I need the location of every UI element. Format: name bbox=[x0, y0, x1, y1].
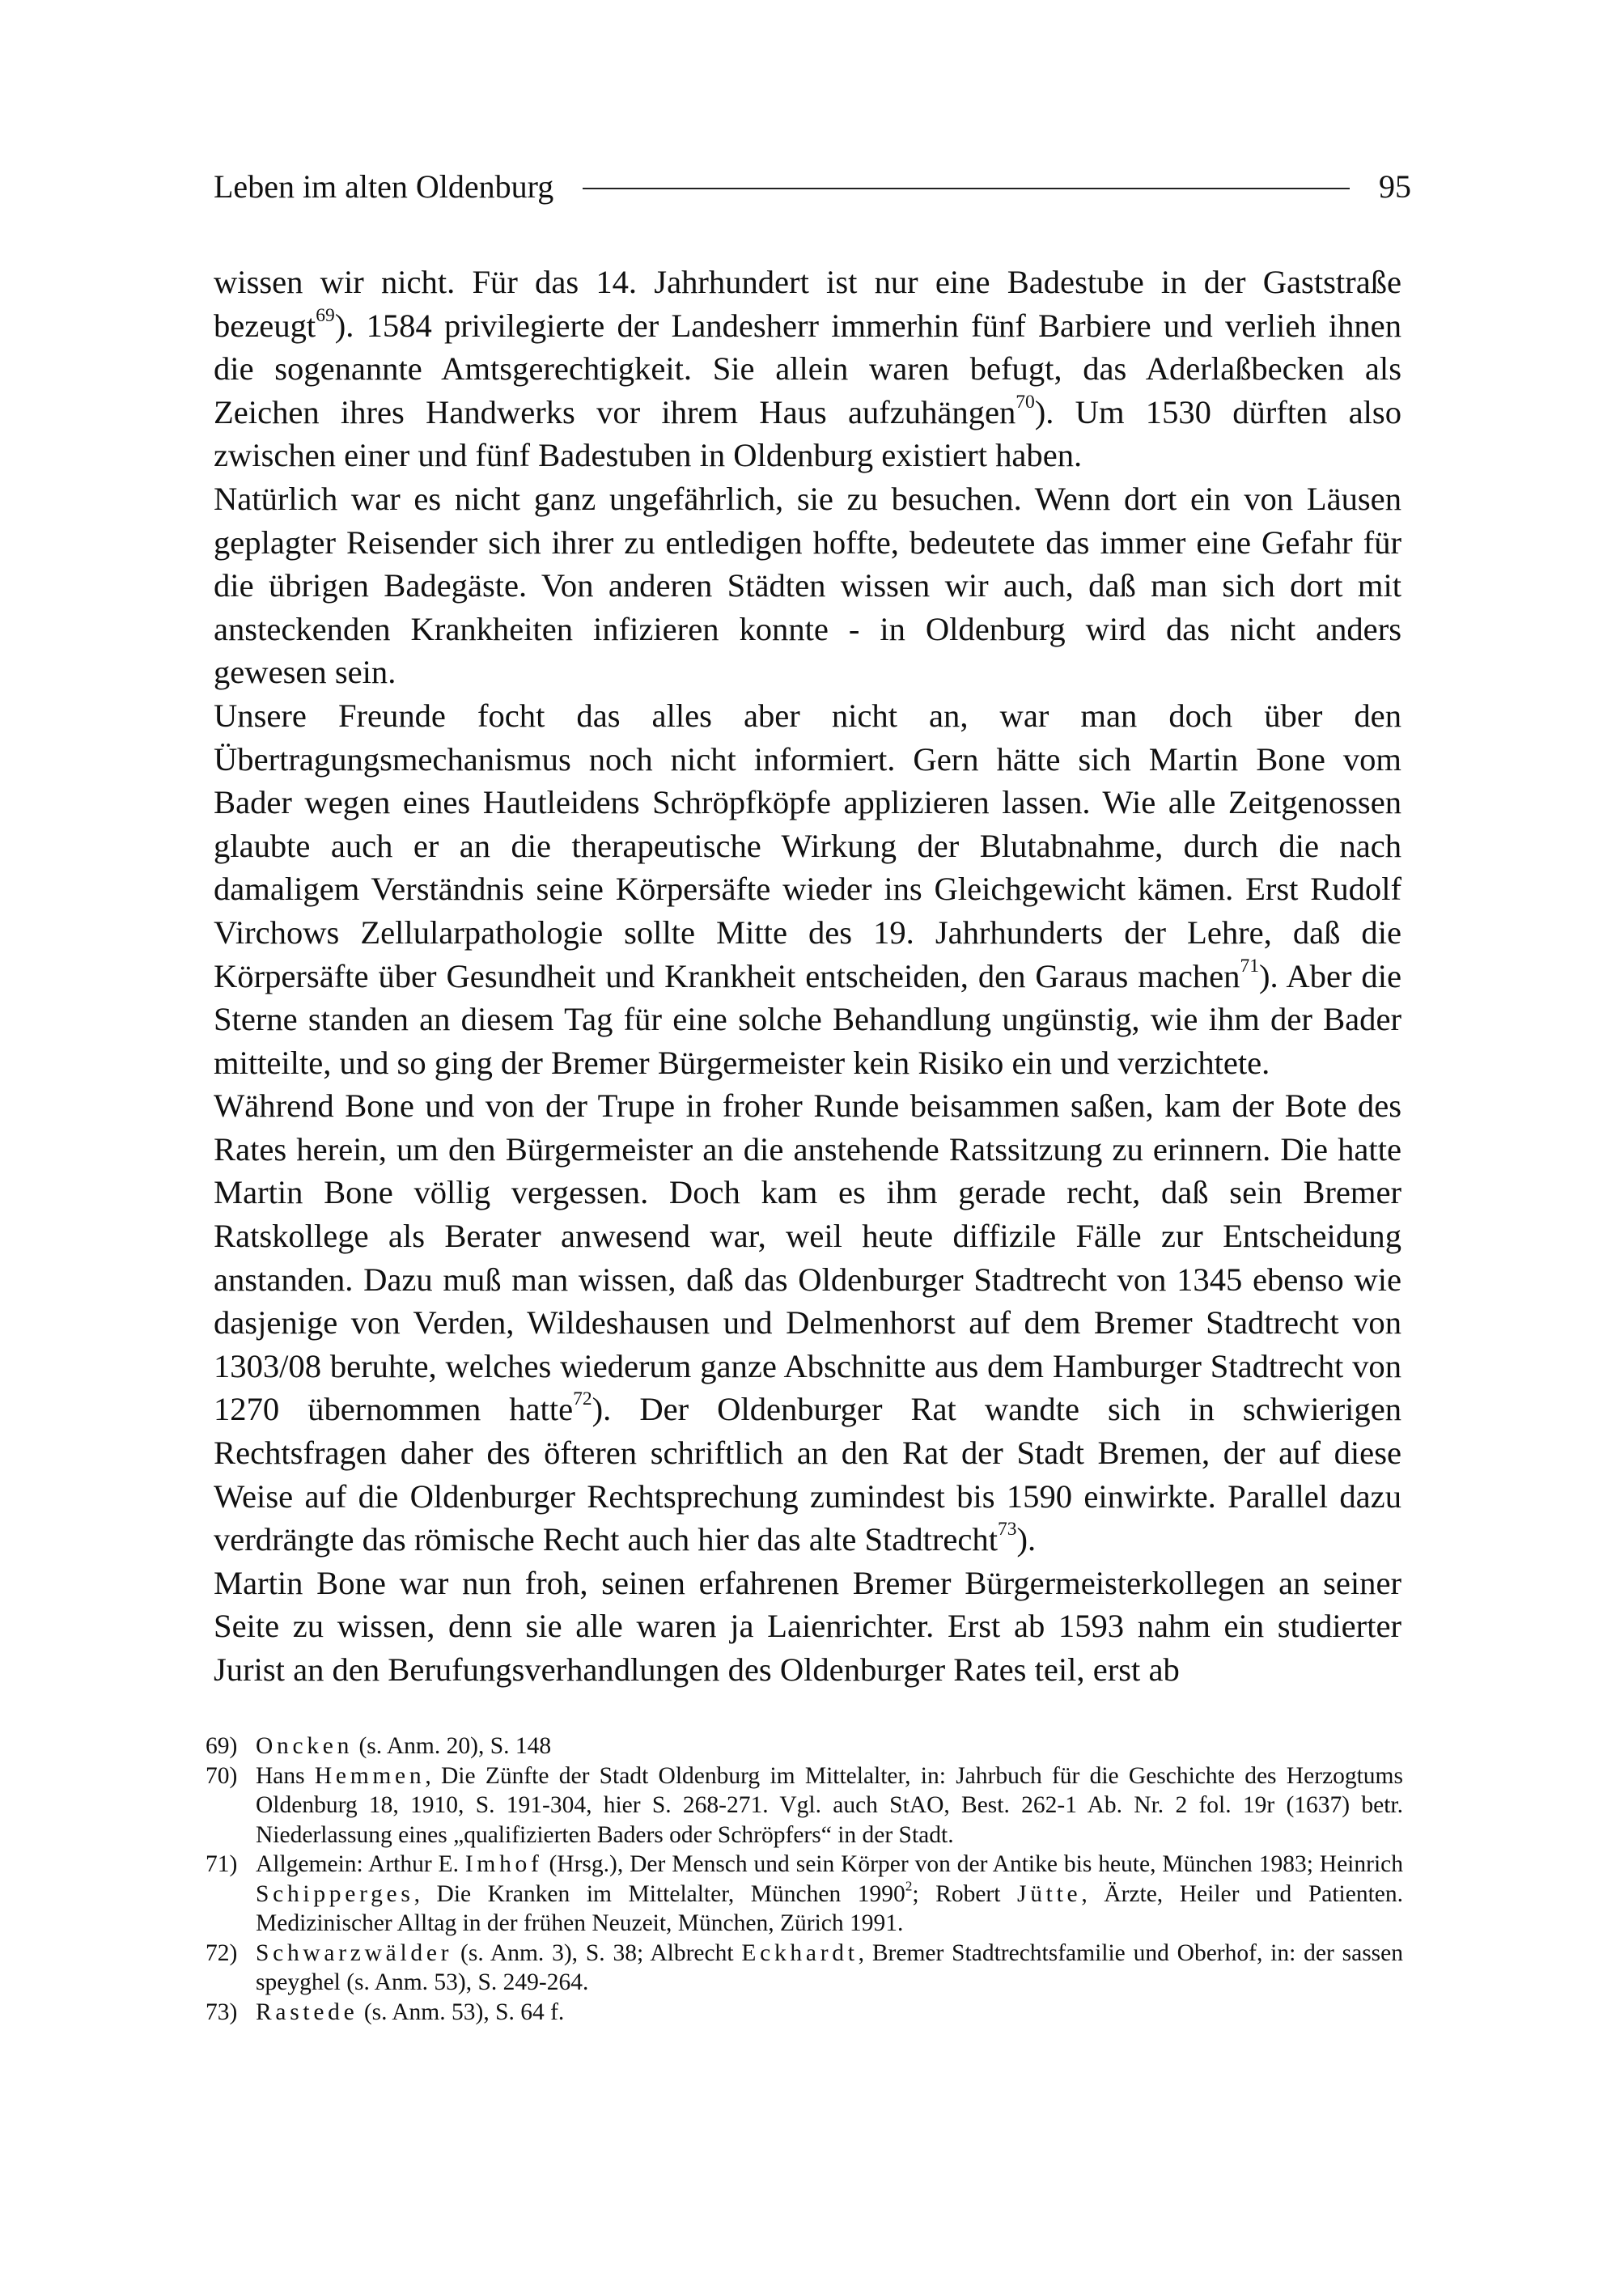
text-run: Während Bone und von der Trupe in froher Runde beisammen saßen, kam der Bote des Rates herein, um den Bürgermeister an die anstehende Ratssitzung zu erinnern. Die hatte Martin Bone völlig vergessen. Doch kam es ihm gerade recht, daß sein Bremer Ratskollege als Berater anwesend war, weil heute diffizile Fälle zur Entscheidung anstanden. Dazu muß man wissen, daß das Oldenburger Stadtrecht von 1345 ebenso wie dasjenige von Verden, Wildeshausen und Delmenhorst auf dem Bremer Stadtrecht von 1303/08 beruhte, welches wiederum ganze Abschnitte aus dem Hamburger Stadtrecht von 1270 übernommen hatte bbox=[214, 1087, 1401, 1428]
footnote-ref-69: 69 bbox=[316, 304, 335, 326]
footnote-ref-73: 73 bbox=[997, 1519, 1017, 1541]
footnote-rest: (Hrsg.), Der Mensch und sein Körper von der Antike bis heute, München 1983; Heinrich bbox=[542, 1851, 1403, 1877]
footnote-rest: (s. Anm. 3), S. 38; Albrecht bbox=[452, 1939, 742, 1966]
footnote-rest: , Die Kranken im Mittelalter, München 1990 bbox=[413, 1880, 905, 1907]
footnote-ref-72: 72 bbox=[573, 1388, 592, 1410]
footnote-number: 72) bbox=[206, 1939, 238, 1966]
footnote-rest: , Bremer Stadtrechtsfamilie und Oberhof, in: der sassen speyghel (s. Anm. 53), S. 249-264. bbox=[256, 1939, 1403, 1995]
footnote-rest: , Ärzte, Heiler und Patienten. Medizinischer Alltag in der frühen Neuzeit, München, Zürich 1991. bbox=[256, 1880, 1403, 1936]
text-run: Unsere Freunde focht das alles aber nicht an, war man doch über den Übertragungsmechanismus noch nicht informiert. Gern hätte sich Martin Bone vom Bader wegen eines Hautleidens Schröpfköpfe applizieren lassen. Wie alle Zeitgenossen glaubte auch er an die therapeutische Wirkung der Blutabnahme, durch die nach damaligem Verständnis seine Körpersäfte wieder ins Gleichgewicht kämen. Erst Rudolf Virchows Zellularpathologie sollte Mitte des 19. Jahrhunderts der Lehre, daß die Körpersäfte über Gesundheit und Krankheit entscheiden, den Garaus machen bbox=[214, 697, 1401, 994]
text-run: ). bbox=[1016, 1521, 1037, 1558]
footnote-73 bbox=[206, 1998, 1403, 2028]
page-header bbox=[214, 162, 1411, 210]
footnote-text bbox=[256, 1998, 1403, 2028]
paragraph-5: Martin Bone war nun froh, seinen erfahrenen Bremer Bürgermeisterkollegen an seiner Seite zu wissen, denn sie alle waren ja Laienrichter. Erst ab 1593 nahm ein studierter Jurist an den Berufungsverhandlungen des Oldenburger Rates teil, erst ab bbox=[214, 1564, 1401, 1688]
text-run: ). Um 1530 dürften also zwischen einer und fünf Badestuben in Oldenburg existiert haben. bbox=[214, 393, 1401, 474]
footnote-71 bbox=[206, 1850, 1403, 1939]
footnote-text bbox=[256, 1850, 1403, 1939]
footnote-rest: , Die Zünfte der Stadt Oldenburg im Mittelalter, in: Jahrbuch für die Geschichte des Herzogtums Oldenburg 18, 1910, S. 191-304, hier S. 268-271. Vgl. auch StAO, Best. 262-1 Ab. Nr. 2 fol. 19r (1637) betr. Niederlassung eines „qualifizierten Baders oder Schröpfers“ in der Stadt. bbox=[256, 1762, 1403, 1848]
paragraph-2: Natürlich war es nicht ganz ungefährlich, sie zu besuchen. Wenn dort ein von Läusen geplagter Reisender sich ihrer zu entledigen hoffte, bedeutete das immer eine Gefahr für die übrigen Badegäste. Von anderen Städten wissen wir auch, daß man sich dort mit ansteckenden Krankheiten infizieren konnte - in Oldenburg wird das nicht anders gewesen sein. bbox=[214, 480, 1401, 691]
footnote-author-prefix: Hans bbox=[256, 1762, 315, 1789]
paragraph-4 bbox=[214, 1084, 1401, 1562]
footnote-rest: (s. Anm. 53), S. 64 f. bbox=[358, 1998, 565, 2025]
paragraph-3 bbox=[214, 694, 1401, 1084]
running-title: Leben im alten Oldenburg bbox=[214, 167, 554, 205]
text-run: wissen wir nicht. Für das 14. Jahrhundert ist nur eine Badestube in der Gaststraße bezeugt bbox=[214, 264, 1401, 344]
footnote-text bbox=[256, 1939, 1403, 1998]
footnote-author: Schipperges bbox=[256, 1880, 414, 1907]
footnote-author: Imhof bbox=[464, 1851, 543, 1877]
footnote-ref-71: 71 bbox=[1240, 955, 1259, 977]
text-run: ). Aber die Sterne standen an diesem Tag für eine solche Behandlung ungünstig, wie ihm der Bader mitteilte, und so ging der Bremer Bürgermeister kein Risiko ein und verzichtete. bbox=[214, 957, 1401, 1081]
footnote-text bbox=[256, 1761, 1403, 1850]
footnote-author: Oncken bbox=[256, 1733, 354, 1759]
text-run: ). Der Oldenburger Rat wandte sich in schwierigen Rechtsfragen daher des öfteren schriftlich an den Rat der Stadt Bremen, der auf diese Weise auf die Oldenburger Rechtsprechung zumindest bis 1590 einwirkte. Parallel dazu verdrängte das römische Recht auch hier das alte Stadtrecht bbox=[214, 1391, 1401, 1558]
body-text bbox=[214, 261, 1401, 1692]
footnote-number: 73) bbox=[206, 1998, 238, 2025]
footnote-author: Schwarzwälder bbox=[256, 1939, 453, 1966]
footnote-number: 69) bbox=[206, 1733, 238, 1759]
footnote-72 bbox=[206, 1939, 1403, 1998]
footnote-rest: (s. Anm. 20), S. 148 bbox=[353, 1733, 552, 1759]
page-number: 95 bbox=[1379, 167, 1411, 205]
footnote-author: Rastede bbox=[256, 1998, 358, 2025]
footnote-text bbox=[256, 1731, 1403, 1761]
footnote-ref-70: 70 bbox=[1016, 391, 1035, 413]
footnotes bbox=[206, 1731, 1403, 2027]
footnote-author: Eckhardt bbox=[741, 1939, 859, 1966]
footnote-number: 71) bbox=[206, 1851, 238, 1877]
footnote-rest: ; Robert bbox=[912, 1880, 1018, 1907]
footnote-author: Hemmen bbox=[314, 1762, 426, 1789]
footnote-rest: Allgemein: Arthur E. bbox=[256, 1851, 465, 1877]
footnote-70 bbox=[206, 1761, 1403, 1850]
text-run: ). 1584 privilegierte der Landesherr immerhin fünf Barbiere und verlieh ihnen die sogenannte Amtsgerechtigkeit. Sie allein waren befugt, das Aderlaßbecken als Zeichen ihres Handwerks vor ihrem Haus aufzuhängen bbox=[214, 307, 1401, 430]
edition-superscript: 2 bbox=[905, 1877, 913, 1893]
footnote-number: 70) bbox=[206, 1762, 238, 1789]
footnote-69 bbox=[206, 1731, 1403, 1761]
paragraph-1 bbox=[214, 261, 1401, 477]
header-rule bbox=[583, 188, 1350, 189]
footnote-author: Jütte bbox=[1017, 1880, 1082, 1907]
